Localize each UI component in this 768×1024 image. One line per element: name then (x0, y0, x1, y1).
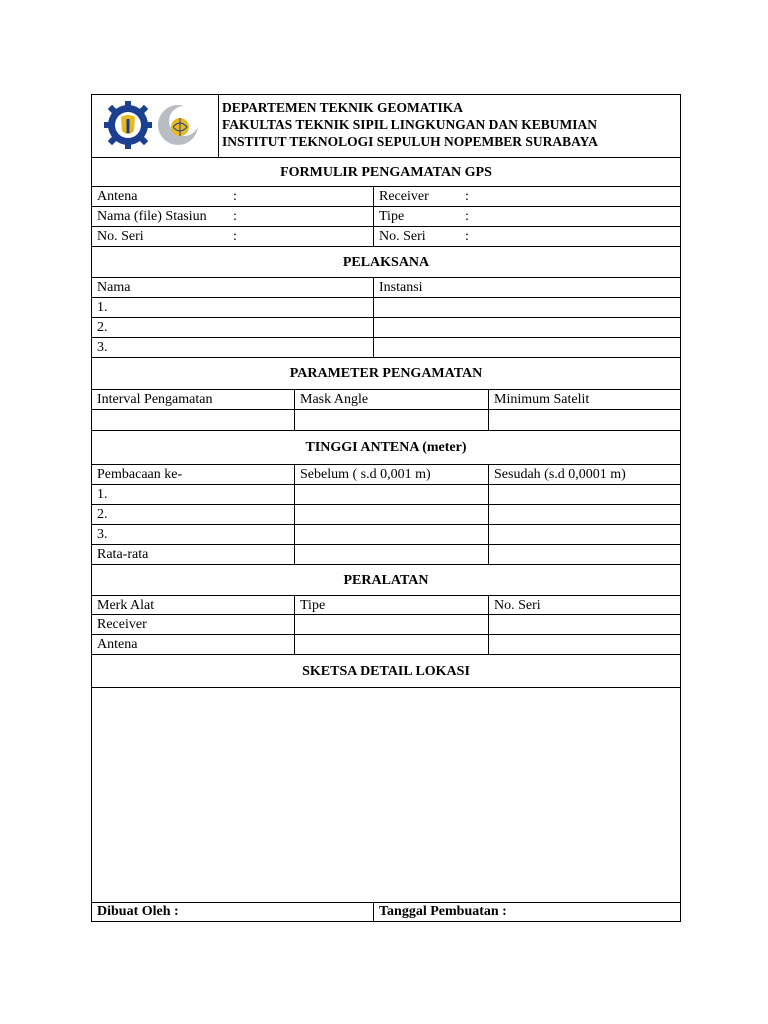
geomatics-logo-icon (158, 105, 199, 145)
pelaksana-title-row (92, 247, 680, 278)
section-title: PELAKSANA (342, 255, 430, 270)
gps-observation-form (91, 94, 681, 922)
table-row (92, 298, 680, 318)
pembacaan-cell: 1. (97, 487, 108, 502)
antena-label: Antena (97, 189, 138, 204)
col-instansi: Instansi (373, 278, 680, 297)
device-row (92, 207, 680, 227)
seri-right-field[interactable] (373, 227, 680, 246)
table-row (92, 615, 680, 635)
sesudah-cell[interactable] (488, 525, 680, 544)
peralatan-title-row (92, 565, 680, 596)
peralatan-header-row (92, 596, 680, 615)
colon: : (465, 229, 469, 244)
col-no-seri: No. Seri (488, 596, 680, 614)
rata-rata-cell: Rata-rata (97, 547, 149, 562)
col-merk-alat: Merk Alat (97, 598, 155, 613)
seri-right-label: No. Seri (379, 229, 426, 244)
sesudah-cell[interactable] (488, 545, 680, 564)
receiver-field[interactable] (373, 187, 680, 206)
no-seri-cell[interactable] (488, 635, 680, 654)
col-mask-angle: Mask Angle (294, 390, 488, 409)
section-title: SKETSA DETAIL LOKASI (302, 664, 470, 679)
table-row (92, 485, 680, 505)
nama-cell[interactable]: 1. (97, 300, 108, 315)
sesudah-cell[interactable] (488, 505, 680, 524)
seri-left-label: No. Seri (97, 229, 144, 244)
form-title-row (92, 158, 680, 187)
tinggi-header-row (92, 465, 680, 485)
table-row (92, 338, 680, 358)
parameter-header-row (92, 390, 680, 410)
instansi-cell[interactable] (373, 318, 680, 337)
mask-angle-cell[interactable] (294, 410, 488, 430)
device-row (92, 227, 680, 247)
sebelum-cell[interactable] (294, 485, 488, 504)
col-sebelum: Sebelum ( s.d 0,001 m) (294, 465, 488, 484)
footer-row (92, 903, 680, 921)
col-sesudah: Sesudah (s.d 0,0001 m) (488, 465, 680, 484)
col-tipe: Tipe (294, 596, 488, 614)
table-row (92, 635, 680, 655)
device-row (92, 187, 680, 207)
institute-name: INSTITUT TEKNOLOGI SEPULUH NOPEMBER SURABAYA (222, 134, 598, 149)
colon: : (233, 189, 237, 204)
tanggal-pembuatan-field[interactable]: Tanggal Pembuatan : (373, 903, 680, 921)
colon: : (233, 229, 237, 244)
merk-cell: Receiver (97, 617, 147, 632)
merk-cell: Antena (97, 637, 138, 652)
nama-cell[interactable]: 2. (97, 320, 108, 335)
section-title: PERALATAN (343, 573, 429, 588)
faculty-name: FAKULTAS TEKNIK SIPIL LINGKUNGAN DAN KEBUMIAN (222, 117, 597, 132)
pembacaan-cell: 2. (97, 507, 108, 522)
section-title: PARAMETER PENGAMATAN (289, 366, 483, 381)
logo-area (92, 95, 219, 157)
interval-cell[interactable] (92, 410, 294, 430)
sebelum-cell[interactable] (294, 505, 488, 524)
colon: : (233, 209, 237, 224)
tinggi-title-row (92, 431, 680, 465)
table-row (92, 505, 680, 525)
col-nama: Nama (97, 280, 131, 295)
table-row (92, 410, 680, 431)
sketsa-title-row (92, 655, 680, 688)
colon: : (465, 189, 469, 204)
pembacaan-cell: 3. (97, 527, 108, 542)
no-seri-cell[interactable] (488, 615, 680, 634)
receiver-label: Receiver (379, 189, 429, 204)
parameter-title-row (92, 358, 680, 390)
form-header (92, 95, 680, 158)
tipe-cell[interactable] (294, 635, 488, 654)
col-min-satelit: Minimum Satelit (488, 390, 680, 409)
stasiun-label: Nama (file) Stasiun (97, 209, 207, 224)
its-gear-logo-icon (104, 101, 152, 149)
section-title: TINGGI ANTENA (meter) (305, 440, 467, 455)
department-name: DEPARTEMEN TEKNIK GEOMATIKA (222, 100, 464, 115)
sesudah-cell[interactable] (488, 485, 680, 504)
table-row (92, 545, 680, 565)
instansi-cell[interactable] (373, 298, 680, 317)
table-row (92, 318, 680, 338)
header-text (222, 99, 598, 150)
tipe-cell[interactable] (294, 615, 488, 634)
col-interval: Interval Pengamatan (97, 392, 213, 407)
instansi-cell[interactable] (373, 338, 680, 357)
sketsa-area[interactable] (92, 688, 680, 903)
table-row (92, 525, 680, 545)
dibuat-oleh-field[interactable]: Dibuat Oleh : (97, 904, 179, 919)
sebelum-cell[interactable] (294, 545, 488, 564)
tipe-field[interactable] (373, 207, 680, 226)
colon: : (465, 209, 469, 224)
tipe-label: Tipe (379, 209, 405, 224)
col-pembacaan: Pembacaan ke- (97, 467, 183, 482)
nama-cell[interactable]: 3. (97, 340, 108, 355)
min-satelit-cell[interactable] (488, 410, 680, 430)
institution-logos (104, 101, 204, 151)
form-title: FORMULIR PENGAMATAN GPS (280, 165, 492, 180)
sebelum-cell[interactable] (294, 525, 488, 544)
pelaksana-header-row (92, 278, 680, 298)
